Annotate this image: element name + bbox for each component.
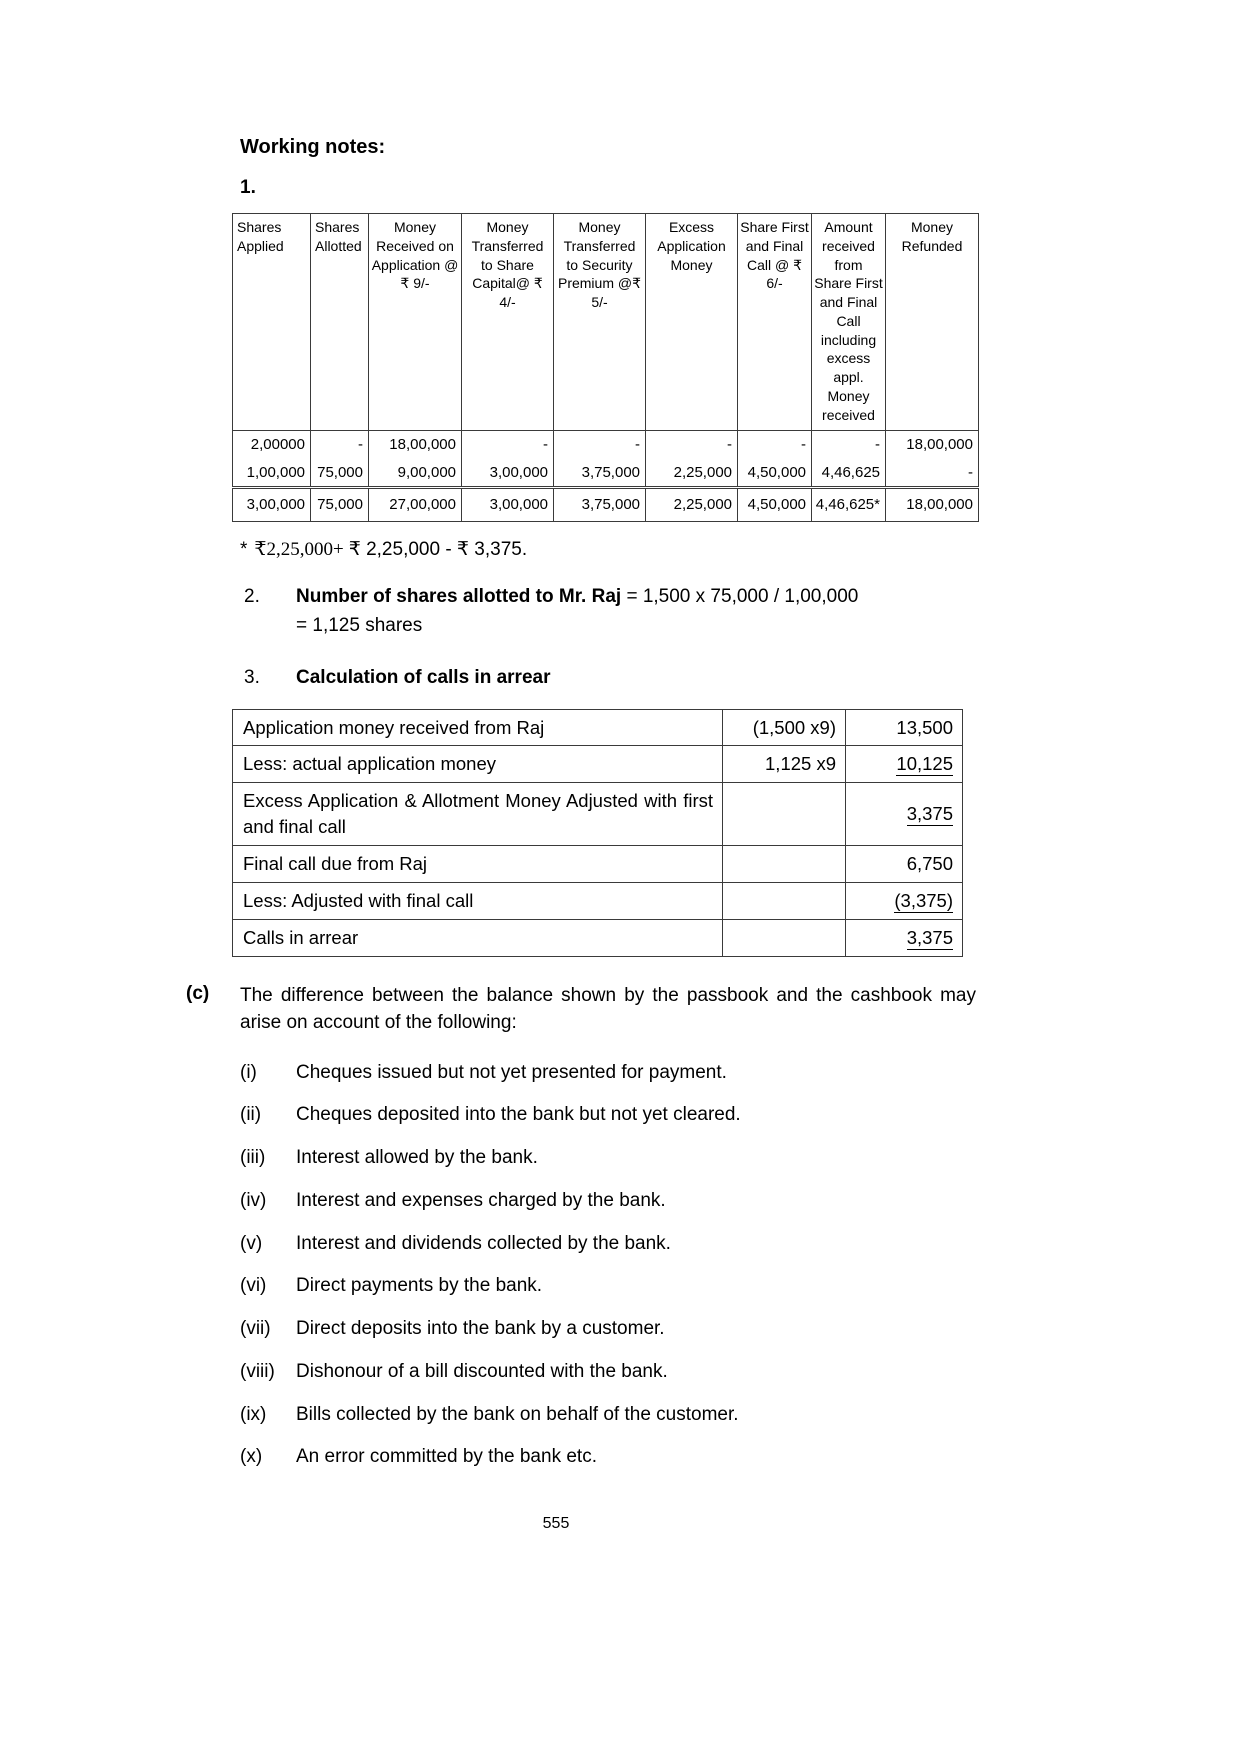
row-calc bbox=[723, 882, 846, 919]
row-amount bbox=[846, 882, 963, 919]
cell: 4,46,625 bbox=[812, 459, 886, 488]
col-header-shares-applied: Shares Applied bbox=[233, 214, 311, 431]
amount-value: 10,125 bbox=[896, 753, 953, 775]
list-text: Dishonour of a bill discounted with the bank. bbox=[296, 1360, 668, 1382]
amount-value: 3,375 bbox=[906, 926, 953, 948]
row-label: Final call due from Raj bbox=[233, 846, 723, 883]
note2 bbox=[244, 583, 1241, 640]
col-header-shares-allotted: Shares Allotted bbox=[311, 214, 369, 431]
cell: 4,46,625* bbox=[812, 487, 886, 521]
list-text: An error committed by the bank etc. bbox=[296, 1446, 597, 1468]
cell: 18,00,000 bbox=[886, 487, 979, 521]
cell: 2,25,000 bbox=[646, 487, 738, 521]
cell: 27,00,000 bbox=[369, 487, 462, 521]
note2-body bbox=[296, 583, 976, 640]
row-label: Application money received from Raj bbox=[233, 709, 723, 746]
table-row bbox=[233, 846, 963, 883]
list-marker: (x) bbox=[240, 1446, 263, 1468]
row-calc bbox=[723, 783, 846, 846]
list-text: Direct deposits into the bank by a customer. bbox=[296, 1318, 665, 1340]
list-text: Bills collected by the bank on behalf of the customer. bbox=[296, 1403, 739, 1425]
table-row bbox=[233, 783, 963, 846]
amount-value: 3,375 bbox=[906, 803, 953, 825]
row-label: Less: actual application money bbox=[233, 746, 723, 783]
row-calc: (1,500 x9) bbox=[723, 709, 846, 746]
section-c-label: (c) bbox=[186, 982, 210, 1004]
note2-formula: = 1,500 x 75,000 / 1,00,000 bbox=[621, 586, 859, 607]
col-header-excess-application-money: Excess Application Money bbox=[646, 214, 738, 431]
note1-number: 1. bbox=[240, 177, 256, 198]
cell: - bbox=[738, 431, 812, 459]
list-marker: (i) bbox=[240, 1061, 257, 1083]
list-marker: (v) bbox=[240, 1232, 263, 1254]
list-marker: (ii) bbox=[240, 1104, 262, 1126]
note2-result: = 1,125 shares bbox=[296, 614, 423, 636]
table-total-row bbox=[233, 487, 979, 521]
col-header-money-refunded: Money Refunded bbox=[886, 214, 979, 431]
list-item bbox=[240, 1360, 1241, 1384]
calls-in-arrear-table bbox=[232, 709, 963, 957]
list-item bbox=[240, 1146, 1241, 1170]
cell: 75,000 bbox=[311, 487, 369, 521]
cell: 2,25,000 bbox=[646, 459, 738, 488]
cell: 75,000 bbox=[311, 459, 369, 488]
section-c-intro: The difference between the balance shown by the passbook and the cashbook may arise on account of the following: bbox=[240, 984, 976, 1033]
share-allotment-table bbox=[232, 213, 979, 522]
bank-differences-list bbox=[0, 1061, 1241, 1470]
row-calc bbox=[723, 846, 846, 883]
cell: 18,00,000 bbox=[886, 431, 979, 459]
cell: - bbox=[886, 459, 979, 488]
col-header-money-received-application: Money Received on Application @ ₹ 9/- bbox=[369, 214, 462, 431]
list-text: Interest and expenses charged by the bank. bbox=[296, 1189, 666, 1211]
row-amount bbox=[846, 846, 963, 883]
note3-heading: Calculation of calls in arrear bbox=[296, 667, 551, 688]
cell: 3,75,000 bbox=[554, 487, 646, 521]
page-number: 555 bbox=[542, 1515, 570, 1533]
list-item bbox=[240, 1445, 1241, 1469]
cell: 1,00,000 bbox=[233, 459, 311, 488]
list-text: Interest and dividends collected by the bank. bbox=[296, 1232, 671, 1254]
footnote-rest: ₹ 2,25,000 - ₹ 3,375. bbox=[348, 539, 528, 560]
table-row bbox=[233, 746, 963, 783]
footnote-asterisk: * bbox=[240, 539, 248, 560]
list-marker: (vii) bbox=[240, 1318, 271, 1340]
cell: - bbox=[646, 431, 738, 459]
table-footnote bbox=[240, 538, 1241, 561]
list-text: Cheques issued but not yet presented for payment. bbox=[296, 1061, 727, 1083]
cell: - bbox=[812, 431, 886, 459]
note3 bbox=[244, 664, 1241, 693]
row-label: Less: Adjusted with final call bbox=[233, 882, 723, 919]
note3-number: 3. bbox=[244, 667, 260, 688]
list-text: Direct payments by the bank. bbox=[296, 1275, 543, 1297]
list-item bbox=[240, 1403, 1241, 1427]
table-row bbox=[233, 919, 963, 956]
row-calc: 1,125 x9 bbox=[723, 746, 846, 783]
cell: 18,00,000 bbox=[369, 431, 462, 459]
table-row bbox=[233, 431, 979, 459]
footnote-serif-amount: ₹2,25,000+ bbox=[254, 539, 344, 560]
row-amount bbox=[846, 709, 963, 746]
cell: 3,00,000 bbox=[462, 459, 554, 488]
list-item bbox=[240, 1103, 1241, 1127]
cell: - bbox=[311, 431, 369, 459]
col-header-amount-received-call: Amount received from Share First and Final Call including excess appl. Money received bbox=[812, 214, 886, 431]
note2-heading: Number of shares allotted to Mr. Raj bbox=[296, 586, 622, 607]
list-text: Cheques deposited into the bank but not yet cleared. bbox=[296, 1104, 741, 1126]
cell: 3,00,000 bbox=[233, 487, 311, 521]
row-amount bbox=[846, 746, 963, 783]
col-header-first-final-call: Share First and Final Call @ ₹ 6/- bbox=[738, 214, 812, 431]
list-item bbox=[240, 1274, 1241, 1298]
list-marker: (viii) bbox=[240, 1360, 275, 1382]
cell: 4,50,000 bbox=[738, 459, 812, 488]
cell: - bbox=[554, 431, 646, 459]
row-label: Excess Application & Allotment Money Adjusted with first and final call bbox=[233, 783, 723, 846]
row-calc bbox=[723, 919, 846, 956]
table-row bbox=[233, 459, 979, 488]
table-row bbox=[233, 882, 963, 919]
cell: 3,75,000 bbox=[554, 459, 646, 488]
list-item bbox=[240, 1317, 1241, 1341]
list-marker: (iv) bbox=[240, 1189, 267, 1211]
list-item bbox=[240, 1061, 1241, 1085]
amount-value: 13,500 bbox=[896, 716, 953, 738]
cell: - bbox=[462, 431, 554, 459]
cell: 3,00,000 bbox=[462, 487, 554, 521]
table-header-row bbox=[233, 214, 979, 431]
list-item bbox=[240, 1189, 1241, 1213]
list-marker: (iii) bbox=[240, 1147, 266, 1169]
cell: 2,00000 bbox=[233, 431, 311, 459]
note2-number: 2. bbox=[244, 586, 260, 607]
cell: 4,50,000 bbox=[738, 487, 812, 521]
list-text: Interest allowed by the bank. bbox=[296, 1147, 538, 1169]
list-marker: (vi) bbox=[240, 1275, 267, 1297]
section-c bbox=[186, 983, 1241, 1037]
cell: 9,00,000 bbox=[369, 459, 462, 488]
row-amount bbox=[846, 919, 963, 956]
row-label: Calls in arrear bbox=[233, 919, 723, 956]
col-header-transferred-security-premium: Money Transferred to Security Premium @₹ 5/- bbox=[554, 214, 646, 431]
row-amount bbox=[846, 783, 963, 846]
list-marker: (ix) bbox=[240, 1403, 267, 1425]
col-header-transferred-share-capital: Money Transferred to Share Capital@ ₹ 4/- bbox=[462, 214, 554, 431]
list-item bbox=[240, 1232, 1241, 1256]
working-notes-title: Working notes: bbox=[240, 136, 386, 158]
amount-value: 6,750 bbox=[906, 853, 953, 875]
amount-value: (3,375) bbox=[894, 889, 953, 911]
table-row bbox=[233, 709, 963, 746]
